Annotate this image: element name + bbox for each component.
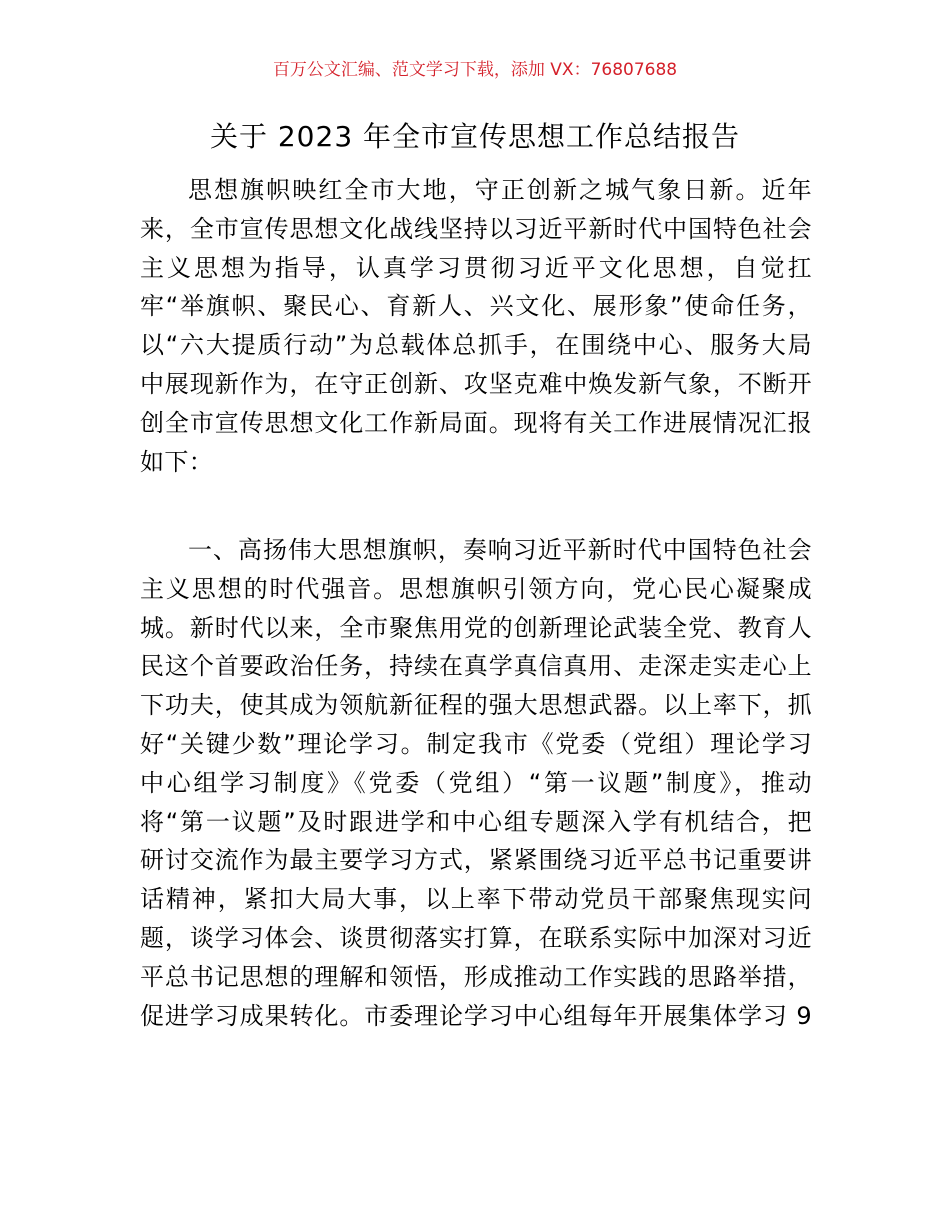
paragraph-line: 平总书记思想的理解和领悟，形成推动工作实践的思路举措， [140,962,812,991]
paragraph-line: 下功夫，使其成为领航新征程的强大思想武器。以上率下，抓 [140,691,812,720]
paragraph-line: 研讨交流作为最主要学习方式，紧紧围绕习近平总书记重要讲 [140,846,812,875]
paragraph-intro [140,171,812,481]
paragraph-line: 中心组学习制度》《党委（党组）“第一议题”制度》，推动 [140,768,812,797]
paragraph-line: 促进学习成果转化。市委理论学习中心组每年开展集体学习 9 [140,1001,812,1030]
paragraph-line: 牢“举旗帜、聚民心、育新人、兴文化、展形象”使命任务， [140,292,812,321]
paragraph-line: 以“六大提质行动”为总载体总抓手，在围绕中心、服务大局 [140,331,812,360]
paragraph-line: 创全市宣传思想文化工作新局面。现将有关工作进展情况汇报 [140,408,812,437]
paragraph-section-one [140,531,812,1035]
paragraph-line: 城。新时代以来，全市聚焦用党的创新理论武装全党、教育人 [140,613,812,642]
paragraph-line: 主义思想为指导，认真学习贯彻习近平文化思想，自觉扛 [140,253,812,282]
paragraph-line: 主义思想的时代强音。思想旗帜引领方向，党心民心凝聚成 [140,574,812,603]
document-title: 关于 2023 年全市宣传思想工作总结报告 [209,120,741,153]
paragraph-line: 好“关键少数”理论学习。制定我市《党委（党组）理论学习 [140,729,812,758]
paragraph-line: 话精神，紧扣大局大事，以上率下带动党员干部聚焦现实问 [140,885,812,914]
paragraph-line: 民这个首要政治任务，持续在真学真信真用、走深走实走心上 [140,652,812,681]
paragraph-line: 如下： [140,447,214,476]
paragraph-line: 来，全市宣传思想文化战线坚持以习近平新时代中国特色社会 [140,214,812,243]
paragraph-line: 题，谈学习体会、谈贯彻落实打算，在联系实际中加深对习近 [140,923,812,952]
paragraph-line: 思想旗帜映红全市大地，守正创新之城气象日新。近年 [188,176,812,204]
paragraph-line: 将“第一议题”及时跟进学和中心组专题深入学有机结合，把 [140,807,812,836]
watermark-header: 百万公文汇编、范文学习下载，添加 VX：76807688 [272,60,678,80]
paragraph-line: 中展现新作为，在守正创新、攻坚克难中焕发新气象，不断开 [140,369,812,398]
paragraph-line: 一、高扬伟大思想旗帜，奏响习近平新时代中国特色社会 [188,536,812,564]
